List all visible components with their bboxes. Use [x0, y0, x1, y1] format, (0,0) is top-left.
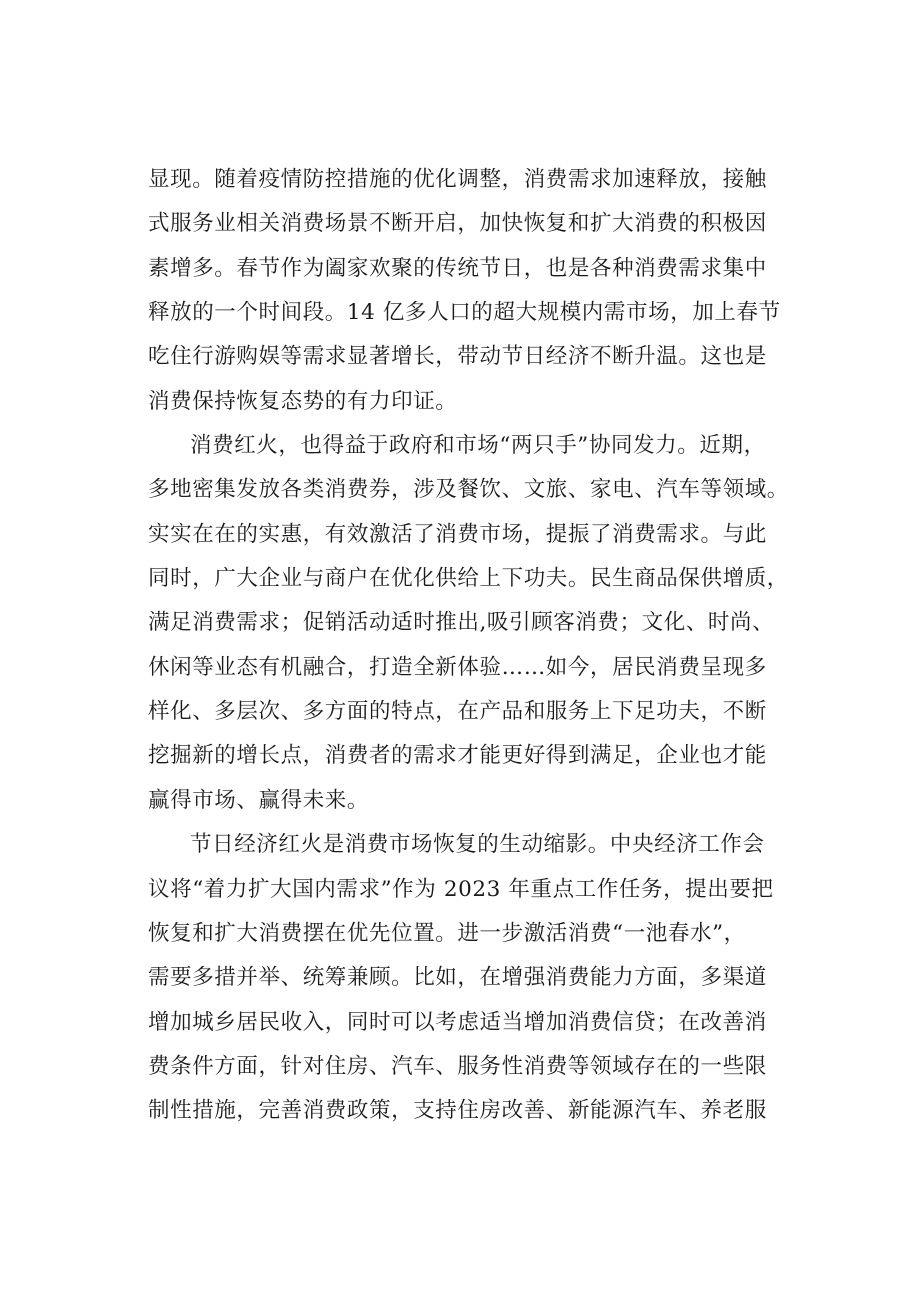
text-line: 消费红火，也得益于政府和市场“两只手”协同发力。近期，: [190, 433, 766, 459]
text-line: 释放的一个时间段。14 亿多人口的超大规模内需市场，加上春节: [148, 300, 781, 326]
text-line: 休闲等业态有机融合，打造全新体验……如今，居民消费呈现多: [148, 654, 767, 680]
paragraph-3: [148, 823, 800, 1133]
paragraph-1: [148, 158, 800, 424]
text-line: 式服务业相关消费场景不断开启，加快恢复和扩大消费的积极因: [148, 211, 767, 237]
text-line: 吃住行游购娱等需求显著增长，带动节日经济不断升温。这也是: [148, 344, 767, 370]
text-line: 消费保持恢复态势的有力印证。: [148, 388, 458, 414]
text-line: 制性措施，完善消费政策，支持住房改善、新能源汽车、养老服: [148, 1098, 767, 1124]
text-line: 增加城乡居民收入，同时可以考虑适当增加消费信贷；在改善消: [148, 1009, 767, 1035]
text-line: 恢复和扩大消费摆在优先位置。进一步激活消费“一池春水”，: [148, 920, 746, 946]
text-line: 多地密集发放各类消费券，涉及餐饮、文旅、家电、汽车等领域。: [148, 477, 789, 503]
text-line: 样化、多层次、多方面的特点，在产品和服务上下足功夫，不断: [148, 699, 767, 725]
text-line: 同时，广大企业与商户在优化供给上下功夫。民生商品保供增质，: [148, 566, 789, 592]
text-line: 议将“着力扩大国内需求”作为 2023 年重点工作任务，提出要把: [148, 876, 774, 902]
article-body: [148, 158, 800, 1134]
text-line: 显现。随着疫情防控措施的优化调整，消费需求加速释放，接触: [148, 167, 767, 192]
text-line: 费条件方面，针对住房、汽车、服务性消费等领域存在的一些限: [148, 1053, 767, 1079]
text-line: 满足消费需求；促销活动适时推出,吸引顾客消费；文化、时尚、: [148, 610, 775, 636]
text-line: 素增多。春节作为阖家欢聚的传统节日，也是各种消费需求集中: [148, 255, 767, 281]
text-line: 需要多措并举、统筹兼顾。比如，在增强消费能力方面，多渠道: [148, 965, 767, 991]
paragraph-2: [148, 424, 800, 823]
text-line: 赢得市场、赢得未来。: [148, 787, 370, 813]
text-line: 节日经济红火是消费市场恢复的生动缩影。中央经济工作会: [190, 832, 765, 858]
text-line: 挖掘新的增长点，消费者的需求才能更好得到满足，企业也才能: [148, 743, 767, 769]
text-line: 实实在在的实惠，有效激活了消费市场，提振了消费需求。与此: [148, 521, 767, 547]
